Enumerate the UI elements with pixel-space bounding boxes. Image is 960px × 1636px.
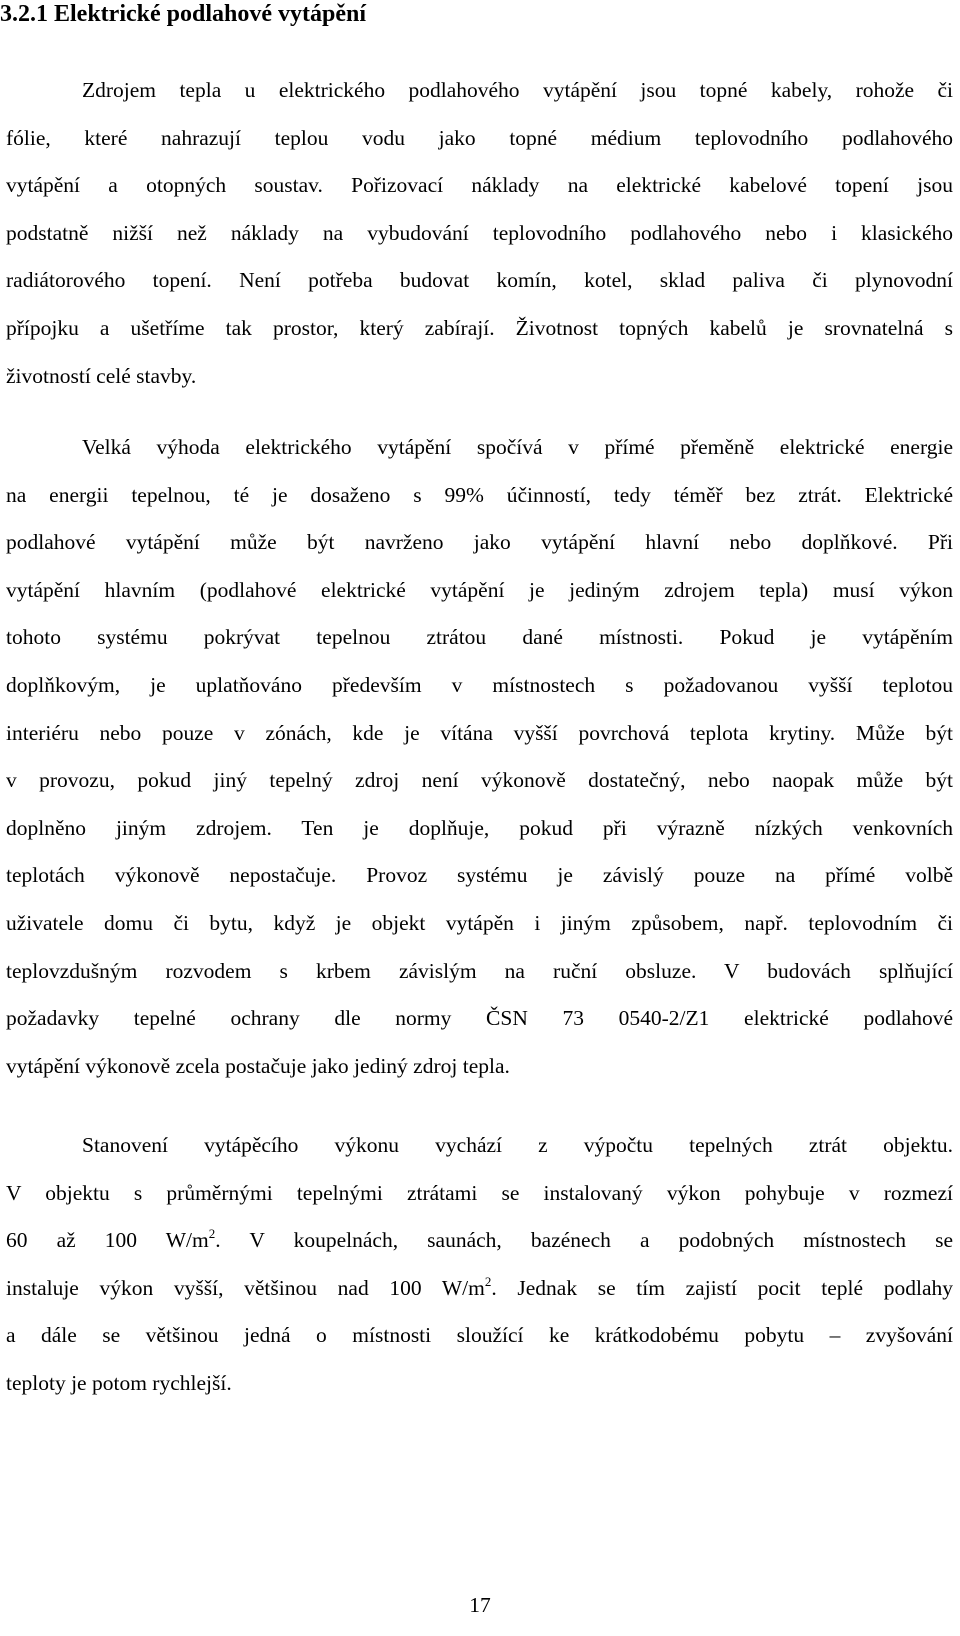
paragraph-line: přípojku a ušetříme tak prostor, který zabírají. Životnost topných kabelů je srovnatelná s: [6, 315, 953, 340]
paragraph-line: Velká výhoda elektrického vytápění spočívá v přímé přeměně elektrické energie: [82, 435, 953, 459]
text-run: 60 až 100 W/m: [6, 1228, 209, 1253]
paragraph-line: teplovzdušným rozvodem s krbem závislým na ruční obsluze. V budovách splňující: [6, 958, 953, 983]
paragraph-line: teploty je potom rychlejší.: [6, 1370, 232, 1395]
paragraph-line: fólie, které nahrazují teplou vodu jako topné médium teplovodního podlahového: [6, 125, 953, 150]
paragraph-line: uživatele domu či bytu, když je objekt vytápěn i jiným způsobem, např. teplovodním či: [6, 910, 953, 935]
paragraph-line: požadavky tepelné ochrany dle normy ČSN 73 0540-2/Z1 elektrické podlahové: [6, 1006, 953, 1031]
text-run: instaluje výkon vyšší, většinou nad 100 W/m: [6, 1275, 485, 1300]
paragraph-1: [6, 67, 953, 400]
paragraph-line: [6, 1217, 953, 1265]
paragraph-3: [6, 1122, 953, 1408]
text-run: . V koupelnách, saunách, bazénech a podobných místnostech se: [215, 1228, 953, 1253]
paragraph-line: doplňkovým, je uplatňováno především v místnostech s požadovanou vyšší teplotou: [6, 672, 953, 697]
paragraph-line: na energii tepelnou, té je dosaženo s 99% účinností, tedy téměř bez ztrát. Elektrické: [6, 482, 953, 507]
paragraph-2: [6, 424, 953, 1090]
paragraph-line: životností celé stavby.: [6, 363, 197, 388]
paragraph-line: Zdrojem tepla u elektrického podlahového vytápění jsou topné kabely, rohože či: [82, 78, 953, 102]
paragraph-line: vytápění výkonově zcela postačuje jako jediný zdroj tepla.: [6, 1053, 510, 1078]
page-number: 17: [469, 1593, 491, 1617]
paragraph-line: podstatně nižší než náklady na vybudování teplovodního podlahového nebo i klasického: [6, 220, 953, 245]
paragraph-line: podlahové vytápění může být navrženo jako vytápění hlavní nebo doplňkové. Při: [6, 530, 953, 555]
text-run: . Jednak se tím zajistí pocit teplé podlahy: [491, 1275, 953, 1300]
paragraph-line: radiátorového topení. Není potřeba budovat komín, kotel, sklad paliva či plynovodní: [6, 268, 953, 293]
paragraph-line: interiéru nebo pouze v zónách, kde je vítána vyšší povrchová teplota krytiny. Může být: [6, 720, 953, 745]
paragraph-line: a dále se většinou jedná o místnosti sloužící ke krátkodobému pobytu – zvyšování: [6, 1323, 953, 1348]
paragraph-line: tohoto systému pokrývat tepelnou ztrátou dané místnosti. Pokud je vytápěním: [6, 625, 953, 650]
paragraph-line: vytápění hlavním (podlahové elektrické vytápění je jediným zdrojem tepla) musí výkon: [6, 577, 953, 602]
paragraph-line: vytápění a otopných soustav. Pořizovací náklady na elektrické kabelové topení jsou: [6, 173, 953, 198]
section-heading: 3.2.1 Elektrické podlahové vytápění: [0, 1, 367, 27]
superscript: 2: [484, 1273, 492, 1289]
paragraph-line: doplněno jiným zdrojem. Ten je doplňuje, pokud při výrazně nízkých venkovních: [6, 815, 953, 840]
paragraph-line: Stanovení vytápěcího výkonu vychází z výpočtu tepelných ztrát objektu.: [82, 1133, 953, 1157]
paragraph-line: [6, 1265, 953, 1313]
superscript: 2: [208, 1226, 216, 1242]
paragraph-line: V objektu s průměrnými tepelnými ztrátami se instalovaný výkon pohybuje v rozmezí: [6, 1180, 953, 1205]
paragraph-line: teplotách výkonově nepostačuje. Provoz systému je závislý pouze na přímé volbě: [6, 863, 953, 888]
paragraph-line: v provozu, pokud jiný tepelný zdroj není výkonově dostatečný, nebo naopak může být: [6, 768, 953, 793]
